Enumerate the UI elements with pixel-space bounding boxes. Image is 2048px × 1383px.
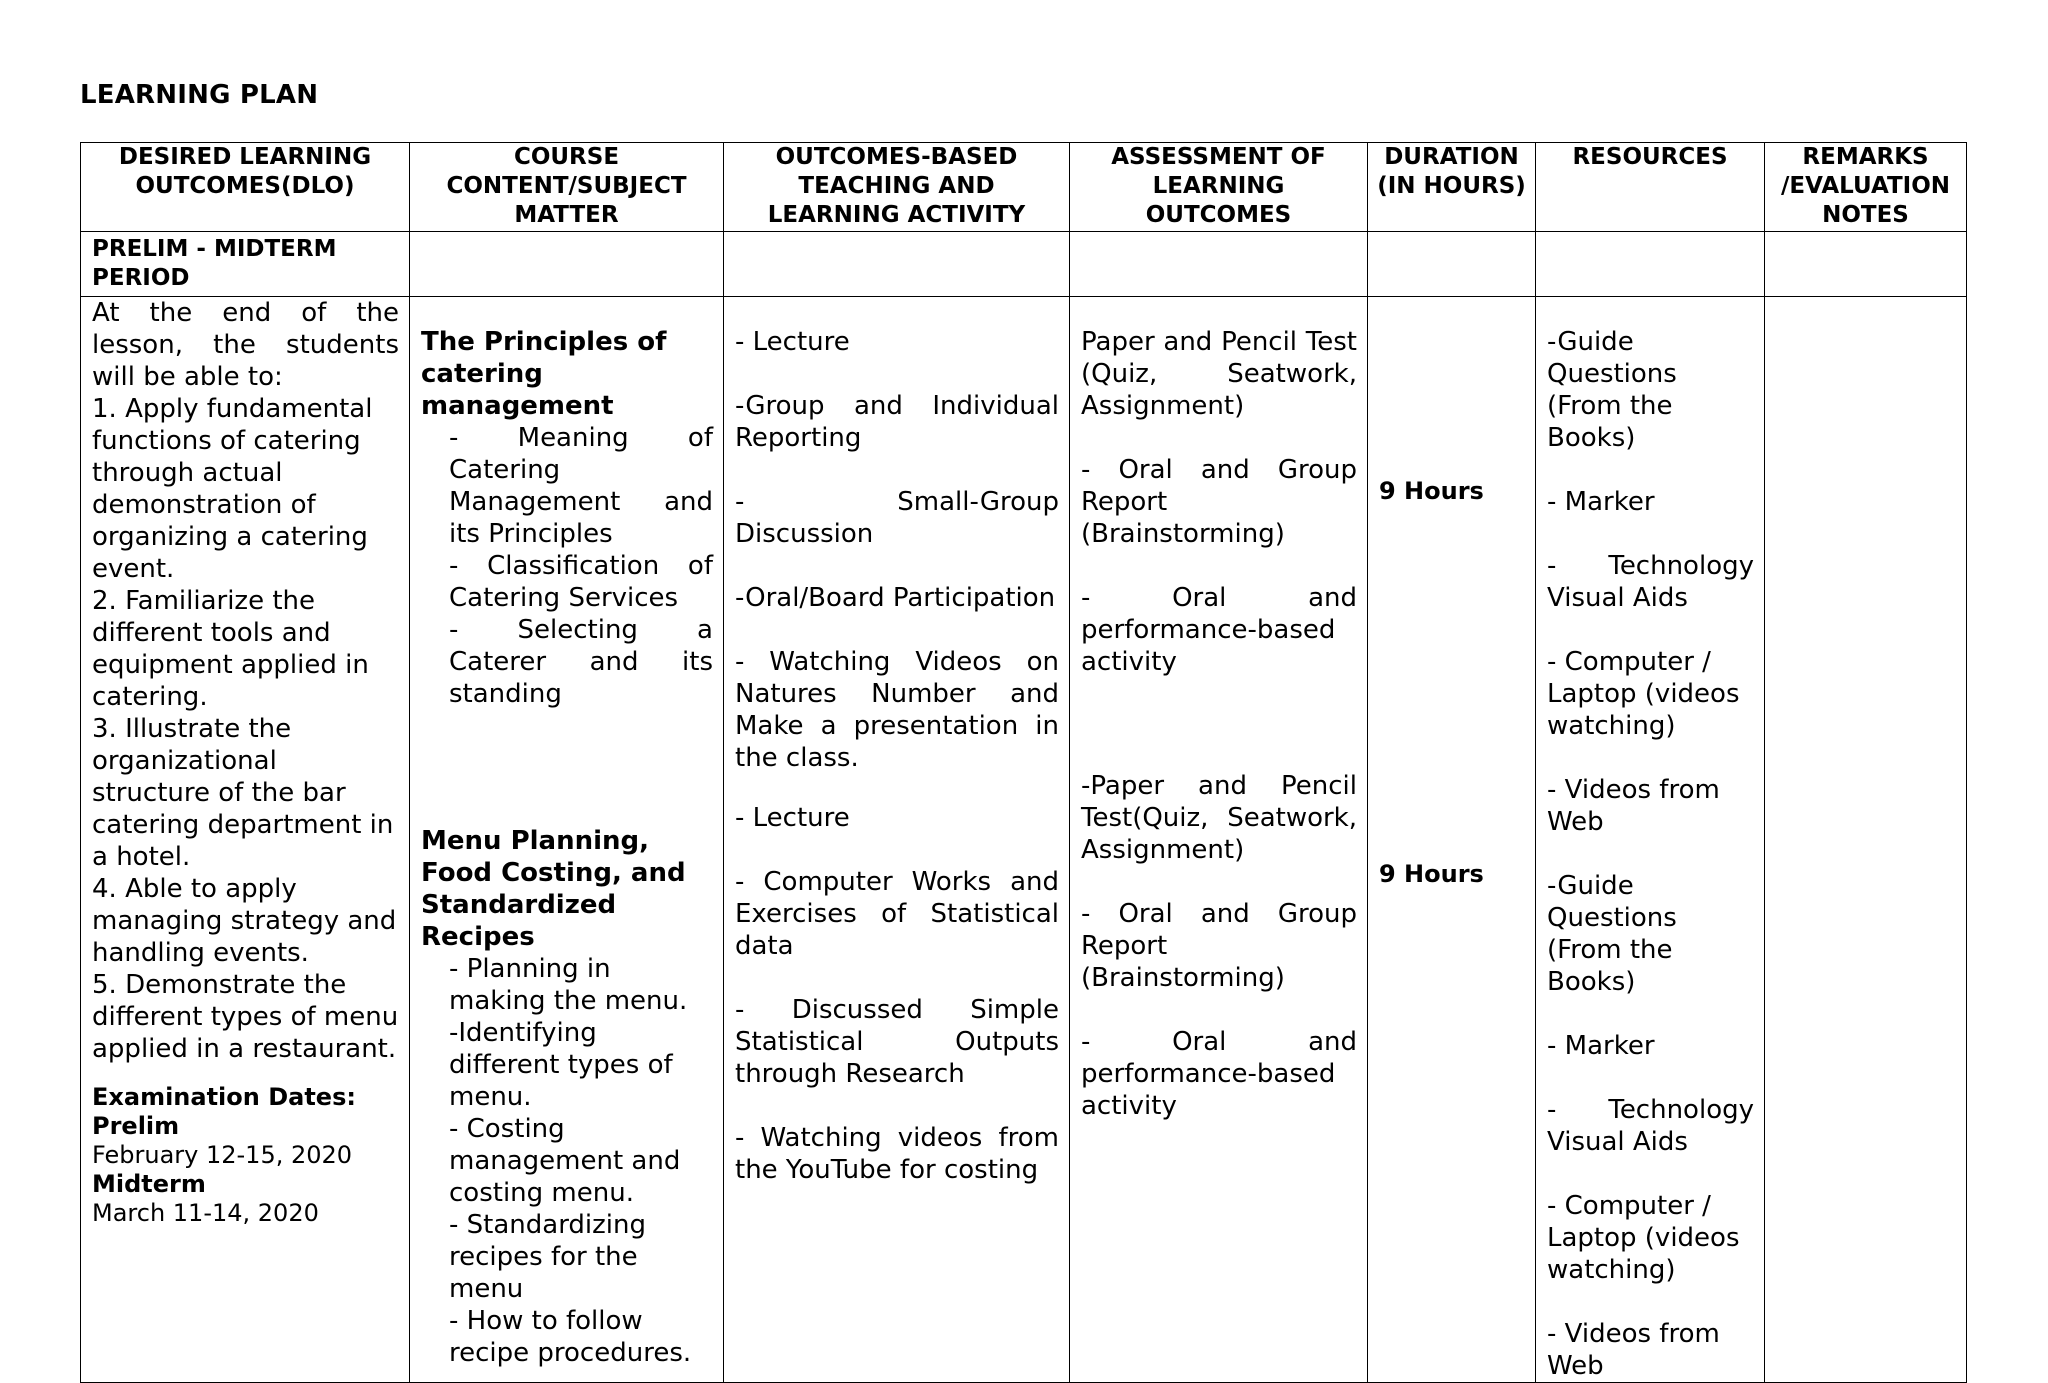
resource-item: - Videos from Web (1547, 1319, 1720, 1381)
activity-item: -Group and Individual Reporting (735, 391, 1059, 453)
topic-subitem: - How to follow recipe procedures. (449, 1306, 692, 1368)
activity-item: - Discussed Simple Statistical Outputs through Research (735, 995, 1059, 1089)
topic-title: The Principles of catering management (421, 327, 667, 421)
resource-item: - Marker (1547, 487, 1655, 517)
resource-item: - Marker (1547, 1031, 1655, 1061)
assessment-cell (1070, 297, 1368, 1383)
duration-value: 9 Hours (1379, 860, 1484, 888)
header-resources: RESOURCES (1536, 143, 1765, 232)
header-row (81, 143, 1967, 232)
duration-cell (1368, 297, 1536, 1383)
resource-item: - Computer / Laptop (videos watching) (1547, 1191, 1740, 1285)
header-assessment: ASSESSMENT OF LEARNING OUTCOMES (1070, 143, 1368, 232)
header-duration: DURATION (IN HOURS) (1368, 143, 1536, 232)
page-title: LEARNING PLAN (80, 80, 319, 110)
assessment-item: -Paper and Pencil Test(Quiz, Seatwork, Assignment) (1081, 771, 1357, 865)
empty-cell (1536, 232, 1765, 297)
exam-dates-label: Examination Dates: (92, 1083, 356, 1111)
topic-subitem: - Selecting a Caterer and its standing (449, 615, 713, 709)
prelim-label: Prelim (92, 1112, 180, 1140)
resource-item: - Videos from Web (1547, 775, 1720, 837)
topic-title: Menu Planning, Food Costing, and Standardized Recipes (421, 826, 686, 952)
midterm-label: Midterm (92, 1170, 206, 1198)
empty-cell (1765, 232, 1967, 297)
assessment-item: Paper and Pencil Test (Quiz, Seatwork, Assignment) (1081, 327, 1357, 421)
header-course-content: COURSE CONTENT/SUBJECT MATTER (410, 143, 724, 232)
activity-item: - Watching Videos on Natures Number and Make a presentation in the class. (735, 647, 1059, 773)
activity-item: - Watching videos from the YouTube for costing (735, 1123, 1059, 1185)
resource-item: - Computer / Laptop (videos watching) (1547, 647, 1740, 741)
dlo-intro: At the end of the lesson, the students will be able to: (92, 298, 399, 392)
resource-item: - Technology Visual Aids (1547, 551, 1754, 613)
assessment-item: - Oral and Group Report (Brainstorming) (1081, 455, 1357, 549)
header-remarks: REMARKS /EVALUATION NOTES (1765, 143, 1967, 232)
assessment-item: - Oral and performance-based activity (1081, 1027, 1357, 1121)
resource-item: - Technology Visual Aids (1547, 1095, 1754, 1157)
resource-item: -Guide Questions (From the Books) (1547, 871, 1677, 997)
learning-plan-table (80, 142, 1967, 1383)
empty-cell (724, 232, 1070, 297)
assessment-item: - Oral and Group Report (Brainstorming) (1081, 899, 1357, 993)
topic-subitem: - Costing management and costing menu. (449, 1114, 681, 1208)
dlo-item: 5. Demonstrate the different types of menu applied in a restaurant. (92, 970, 399, 1064)
empty-cell (1368, 232, 1536, 297)
dlo-item: 4. Able to apply managing strategy and handling events. (92, 874, 397, 968)
dlo-cell (81, 297, 410, 1383)
empty-cell (1070, 232, 1368, 297)
prelim-date: February 12-15, 2020 (92, 1141, 353, 1169)
course-content-cell (410, 297, 724, 1383)
activity-item: - Small-Group Discussion (735, 487, 1059, 549)
dlo-item: 1. Apply fundamental functions of catering through actual demonstration of organizing a catering event. (92, 394, 373, 584)
teaching-activity-cell (724, 297, 1070, 1383)
empty-cell (410, 232, 724, 297)
dlo-item: 3. Illustrate the organizational structure of the bar catering department in a hotel. (92, 714, 394, 872)
period-row (81, 232, 1967, 297)
content-row (81, 297, 1967, 1383)
midterm-date: March 11-14, 2020 (92, 1199, 319, 1227)
header-teaching-activity: OUTCOMES-BASED TEACHING AND LEARNING ACTIVITY (724, 143, 1070, 232)
activity-item: -Oral/Board Participation (735, 583, 1056, 613)
topic-subitem: - Planning in making the menu. (449, 954, 688, 1016)
activity-item: - Computer Works and Exercises of Statistical data (735, 867, 1059, 961)
exam-dates (92, 1083, 399, 1228)
assessment-item: - Oral and performance-based activity (1081, 583, 1357, 677)
period-label: PRELIM - MIDTERM PERIOD (92, 236, 337, 291)
remarks-cell (1765, 297, 1967, 1383)
topic-subitem: -Identifying different types of menu. (449, 1018, 673, 1112)
resource-item: -Guide Questions (From the Books) (1547, 327, 1677, 453)
period-cell (81, 232, 410, 297)
activity-item: - Lecture (735, 327, 850, 357)
duration-value: 9 Hours (1379, 477, 1484, 505)
resources-cell (1536, 297, 1765, 1383)
header-dlo: DESIRED LEARNING OUTCOMES(DLO) (81, 143, 410, 232)
topic-subitem: - Classification of Catering Services (449, 551, 713, 613)
topic-subitem: - Meaning of Catering Management and its Principles (449, 423, 713, 549)
dlo-item: 2. Familiarize the different tools and equipment applied in catering. (92, 586, 369, 712)
activity-item: - Lecture (735, 803, 850, 833)
topic-subitem: - Standardizing recipes for the menu (449, 1210, 647, 1304)
